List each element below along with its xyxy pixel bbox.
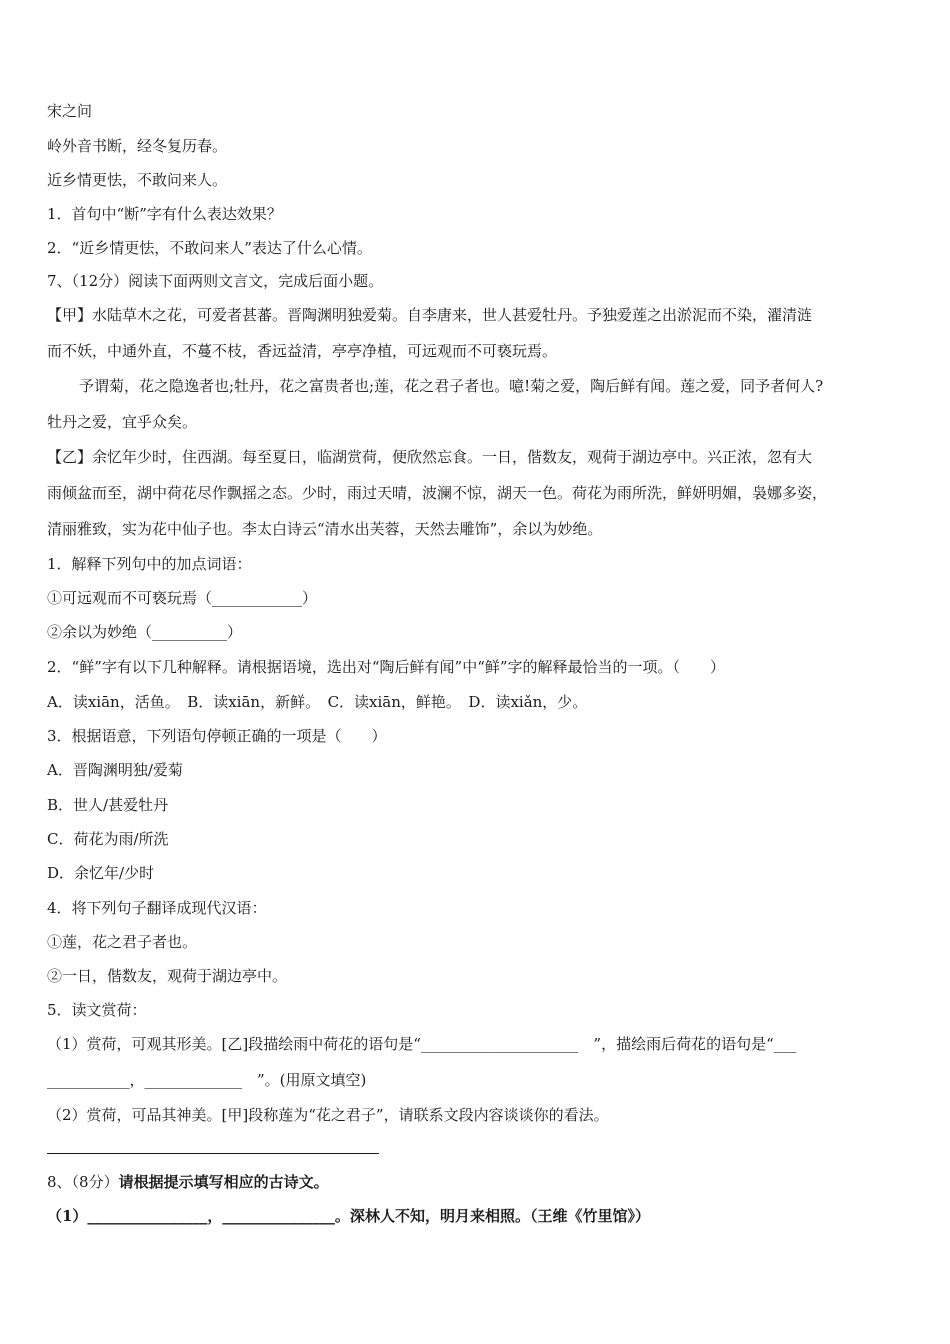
- question-8-heading: [47, 1172, 907, 1192]
- answer-line: [47, 1153, 379, 1154]
- passage-jia-p2-line2: 牡丹之爱，宜乎众矣。: [47, 413, 198, 431]
- subquestion-5-part-1-line1: （1）赏荷，可观其形美。[乙]段描绘雨中荷花的语句是“_____________________ ”，描绘雨后荷花的语句是“___: [47, 1035, 797, 1053]
- subquestion-5-part-1-line2: ___________，_____________ ”。(用原文填空): [47, 1071, 367, 1089]
- question-8-number: 8、（8分）: [47, 1173, 119, 1191]
- subquestion-4-title: 4．将下列句子翻译成现代汉语：: [47, 899, 267, 917]
- poem-line-1: 岭外音书断，经冬复历春。: [47, 137, 228, 155]
- subquestion-2-title: 2．“鲜”字有以下几种解释。请根据语境，选出对“陶后鲜有闻”中“鲜”字的解释最恰当的一项。（ ）: [47, 658, 726, 676]
- subquestion-3-title: 3．根据语意，下列语句停顿正确的一项是（ ）: [47, 727, 387, 745]
- poem-question-1: 1．首句中“断”字有什么表达效果？: [47, 205, 282, 223]
- subquestion-4-item-a: ①莲，花之君子者也。: [47, 933, 198, 951]
- subquestion-3-option-b: B．世人/甚爱牡丹: [47, 796, 169, 814]
- poem-line-2: 近乡情更怯，不敢问来人。: [47, 171, 228, 189]
- subquestion-5-title: 5．读文赏荷：: [47, 1001, 147, 1019]
- poem-question-2: 2．“近乡情更怯，不敢问来人”表达了什么心情。: [47, 239, 372, 257]
- passage-jia-p1-line2: 而不妖，中通外直，不蔓不枝，香远益清，亭亭净植，可远观而不可亵玩焉。: [47, 342, 558, 360]
- question-8-item-1: （1）________________，_______________。深林人不知，明月来相照。（王维《竹里馆》）: [47, 1207, 650, 1225]
- subquestion-1-item-b: ②余以为妙绝（__________）: [47, 623, 243, 641]
- subquestion-3-option-d: D．余忆年/少时: [47, 864, 155, 882]
- subquestion-5-part-2: （2）赏荷，可品其神美。[甲]段称莲为“花之君子”，请联系文段内容谈谈你的看法。: [47, 1106, 609, 1124]
- subquestion-1-item-a: ①可远观而不可亵玩焉（____________）: [47, 589, 318, 607]
- question-8-instruction: 请根据提示填写相应的古诗文。: [118, 1173, 329, 1191]
- subquestion-2-options: A．读xiān，活鱼。 B．读xiān，新鲜。 C．读xiān，鲜艳。 D．读xiǎn，少。: [47, 693, 588, 711]
- subquestion-3-option-c: C．荷花为雨/所洗: [47, 830, 169, 848]
- passage-jia-p1-line1: 【甲】水陆草木之花，可爱者甚蕃。晋陶渊明独爱菊。自李唐来，世人甚爱牡丹。予独爱莲之出淤泥而不染，濯清涟: [47, 306, 813, 324]
- subquestion-1-title: 1．解释下列句中的加点词语：: [47, 555, 252, 573]
- passage-jia-p2-line1: 予谓菊，花之隐逸者也;牡丹，花之富贵者也;莲，花之君子者也。噫!菊之爱，陶后鲜有闻。莲之爱，同予者何人?: [79, 377, 824, 395]
- question-7-heading: 7、（12分）阅读下面两则文言文，完成后面小题。: [47, 272, 384, 290]
- subquestion-3-option-a: A．晋陶渊明独/爱菊: [47, 761, 183, 779]
- subquestion-4-item-b: ②一日，偕数友，观荷于湖边亭中。: [47, 967, 288, 985]
- passage-yi-line1: 【乙】余忆年少时，住西湖。每至夏日，临湖赏荷，便欣然忘食。一日，偕数友，观荷于湖边亭中。兴正浓，忽有大: [47, 448, 813, 466]
- passage-yi-line2: 雨倾盆而至，湖中荷花尽作飘摇之态。少时，雨过天晴，波澜不惊，湖天一色。荷花为雨所洗，鲜妍明媚，袅娜多姿，: [47, 484, 828, 502]
- passage-yi-line3: 清丽雅致，实为花中仙子也。李太白诗云“清水出芙蓉，天然去雕饰”，余以为妙绝。: [47, 520, 603, 538]
- poem-author: 宋之问: [47, 102, 93, 120]
